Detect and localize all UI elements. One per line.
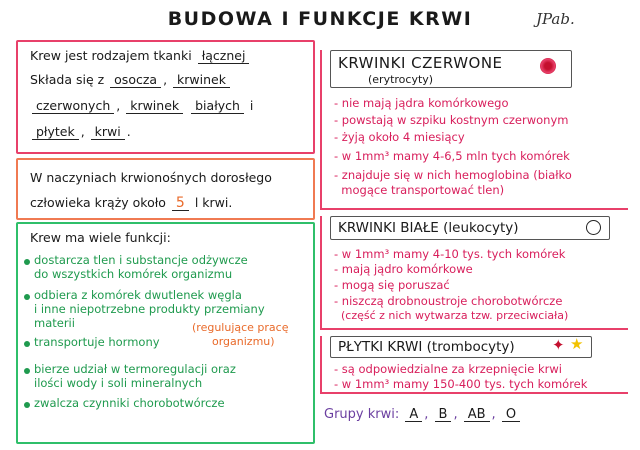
plt-fact-1: - są odpowiedzialne za krzepnięcie krwi (334, 362, 562, 376)
blood-groups-row: Grupy krwi: A , B , AB , O (324, 408, 522, 422)
answer-blank: krwinek (173, 74, 230, 88)
rbc-heading: KRWINKI CZERWONE (338, 54, 503, 72)
bullet-dot (24, 402, 30, 408)
wbc-section-border (320, 216, 322, 328)
rbc-section-border (320, 50, 322, 208)
volume-text: l krwi. (194, 195, 233, 210)
platelet-red-icon: ✦ (552, 336, 565, 354)
definition-text: Składa się z (30, 72, 105, 87)
plt-heading: PŁYTKI KRWI (trombocyty) (338, 339, 515, 355)
hormones-note-line-2: organizmu) (212, 335, 275, 348)
bullet-dot (24, 294, 30, 300)
blood-groups-label: Grupy krwi: (324, 407, 400, 422)
answer-blank: krwi (91, 126, 125, 140)
answer-blank: czerwonych (32, 100, 114, 114)
wbc-fact-4-line-2: (część z nich wytwarza tzw. przeciwciała) (334, 309, 569, 322)
definition-line-2: Składa się z osocza , krwinek (30, 74, 232, 88)
wbc-fact-4-line-1: - niszczą drobnoustroje chorobotwórcze (334, 294, 563, 308)
volume-text: człowieka krąży około (30, 195, 166, 210)
blood-group-value: B (435, 408, 452, 422)
function-item-4-line-1: bierze udział w termoregulacji oraz (34, 362, 236, 376)
function-item-5-line-1: zwalcza czynniki chorobotwórcze (34, 396, 225, 410)
red-blood-cell-icon (540, 58, 556, 74)
plt-section-border (320, 336, 322, 392)
definition-line-1 (30, 50, 251, 64)
function-item-3-line-1: transportuje hormony (34, 335, 160, 349)
bullet-dot (24, 341, 30, 347)
answer-blank: osocza (110, 74, 161, 88)
rbc-fact-5-line-2: mogące transportować tlen) (334, 183, 505, 197)
plt-fact-2: - w 1mm³ mamy 150-400 tys. tych komórek (334, 377, 588, 391)
bullet-dot (24, 259, 30, 265)
volume-line-1: W naczyniach krwionośnych dorosłego (30, 170, 272, 185)
functions-heading: Krew ma wiele funkcji: (30, 230, 171, 245)
wbc-section-border (320, 328, 628, 330)
function-item-2-line-3: materii (34, 316, 75, 330)
blood-group-value: AB (464, 408, 490, 422)
definition-text: i (249, 98, 254, 113)
volume-line-2 (30, 196, 232, 211)
function-item-1-line-2: do wszystkich komórek organizmu (34, 267, 233, 281)
rbc-fact-2: - powstają w szpiku kostnym czerwonym (334, 113, 569, 127)
function-item-4-line-2: ilości wody i soli mineralnych (34, 376, 203, 390)
hormones-note-line-1: (regulujące pracę (192, 321, 289, 334)
function-item-2-line-2: i inne niepotrzebne produkty przemiany (34, 302, 265, 316)
function-item-2-line-1: odbiera z komórek dwutlenek węgla (34, 288, 242, 302)
rbc-fact-1: - nie mają jądra komórkowego (334, 96, 509, 110)
answer-blank: płytek (32, 126, 79, 140)
answer-blank: białych (191, 100, 244, 114)
wbc-heading: KRWINKI BIAŁE (leukocyty) (338, 220, 519, 236)
definition-text: Krew jest rodzajem tkanki (30, 48, 192, 63)
wbc-fact-3: - mogą się poruszać (334, 278, 450, 292)
function-item-1-line-1: dostarcza tlen i substancje odżywcze (34, 253, 248, 267)
platelet-yellow-icon: ★ (570, 335, 584, 353)
definition-line-4: płytek , krwi . (30, 126, 131, 140)
bullet-dot (24, 368, 30, 374)
rbc-subheading: (erytrocyty) (368, 73, 434, 86)
white-blood-cell-icon (586, 220, 601, 235)
rbc-fact-5-line-1: - znajduje się w nich hemoglobina (białko (334, 168, 572, 182)
answer-blank: łącznej (198, 50, 250, 64)
plt-section-border (320, 392, 628, 394)
wbc-fact-2: - mają jądro komórkowe (334, 262, 473, 276)
rbc-fact-4: - w 1mm³ mamy 4-6,5 mln tych komórek (334, 149, 570, 163)
wbc-fact-1: - w 1mm³ mamy 4-10 tys. tych komórek (334, 247, 566, 261)
rbc-section-border (320, 208, 628, 210)
answer-blank: 5 (172, 196, 189, 211)
page-title: BUDOWA I FUNKCJE KRWI (167, 8, 473, 30)
answer-blank: krwinek (126, 100, 183, 114)
author-signature: JPab. (536, 10, 575, 28)
blood-group-value: A (405, 408, 422, 422)
definition-line-3: czerwonych , krwinek białych i (30, 100, 253, 114)
blood-group-value: O (502, 408, 520, 422)
rbc-fact-3: - żyją około 4 miesiący (334, 130, 465, 144)
